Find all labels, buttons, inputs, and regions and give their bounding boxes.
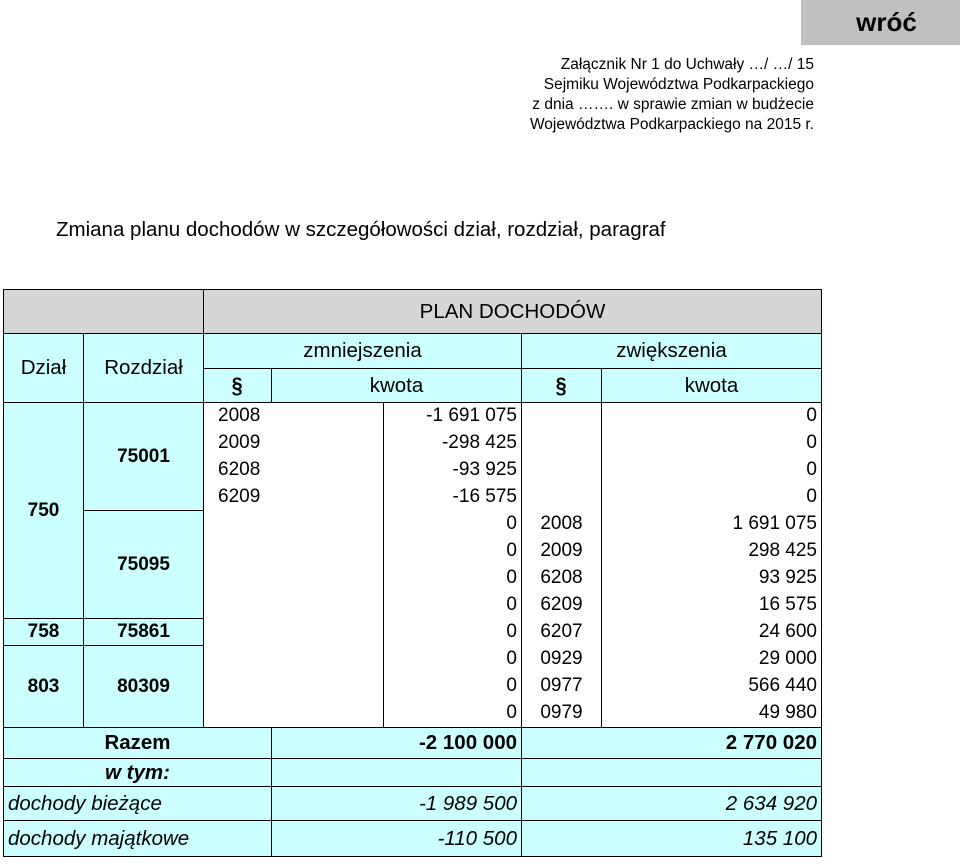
- dec-amount-cell: 0: [384, 538, 522, 565]
- inc-amount-cell: 1 691 075: [602, 511, 822, 538]
- dec-amount-cell: -93 925: [384, 457, 522, 484]
- paragraph-symbol: §: [231, 372, 244, 398]
- inc-amount-cell: 93 925: [602, 565, 822, 592]
- inc-amount-cell: 24 600: [602, 619, 822, 646]
- inc-paragraph-cell: 2009: [522, 538, 602, 565]
- inc-paragraph-cell: 0929: [522, 646, 602, 673]
- dec-paragraph-header: [204, 369, 272, 403]
- dec-paragraph-cell: [204, 538, 384, 565]
- inc-paragraph-cell: 6207: [522, 619, 602, 646]
- back-button[interactable]: [801, 0, 960, 45]
- w-tym-label: w tym:: [4, 759, 272, 787]
- w-tym-dec-empty: [272, 759, 522, 787]
- biezace-dec-amount: -1 989 500: [272, 787, 522, 821]
- page-title: Zmiana planu dochodów w szczegółowości dział, rozdział, paragraf: [56, 218, 666, 241]
- inc-amount-cell: 0: [602, 403, 822, 430]
- dec-paragraph-cell: 6209: [204, 484, 384, 511]
- inc-amount-cell: 49 980: [602, 700, 822, 728]
- dec-paragraph-cell: [204, 700, 384, 728]
- dec-amount-cell: 0: [384, 565, 522, 592]
- biezace-label: dochody bieżące: [4, 787, 272, 821]
- inc-amount-cell: 29 000: [602, 646, 822, 673]
- back-button-label: wróć: [856, 7, 917, 37]
- inc-paragraph-cell: 6209: [522, 592, 602, 619]
- rozdzial-75095: 75095: [84, 511, 204, 619]
- majatkowe-label: dochody majątkowe: [4, 821, 272, 857]
- razem-label: Razem: [4, 728, 272, 759]
- dec-amount-cell: 0: [384, 700, 522, 728]
- inc-paragraph-cell: [522, 484, 602, 511]
- dec-amount-cell: -1 691 075: [384, 403, 522, 430]
- zmniejszenia-header: zmniejszenia: [204, 334, 522, 369]
- dec-paragraph-cell: [204, 619, 384, 646]
- dec-paragraph-cell: 2008: [204, 403, 384, 430]
- rozdzial-80309: 80309: [84, 646, 204, 728]
- dzial-758: 758: [4, 619, 84, 646]
- dec-paragraph-cell: [204, 673, 384, 700]
- inc-paragraph-header: [522, 369, 602, 403]
- inc-amount-cell: 298 425: [602, 538, 822, 565]
- dec-paragraph-cell: [204, 565, 384, 592]
- dec-paragraph-cell: 6208: [204, 457, 384, 484]
- dzial-803: 803: [4, 646, 84, 728]
- inc-paragraph-cell: [522, 457, 602, 484]
- dec-amount-cell: 0: [384, 646, 522, 673]
- majatkowe-dec-amount: -110 500: [272, 821, 522, 857]
- dec-paragraph-cell: [204, 511, 384, 538]
- inc-amount-cell: 16 575: [602, 592, 822, 619]
- inc-paragraph-cell: 0979: [522, 700, 602, 728]
- header-empty-cell: [4, 290, 204, 334]
- income-plan-table: [3, 289, 822, 857]
- header-line-3: z dnia ……. w sprawie zmian w budżecie: [532, 96, 814, 113]
- inc-kwota-header: kwota: [602, 369, 822, 403]
- dec-paragraph-cell: 2009: [204, 430, 384, 457]
- dec-amount-cell: 0: [384, 592, 522, 619]
- dzial-750: 750: [4, 403, 84, 619]
- biezace-inc-amount: 2 634 920: [522, 787, 822, 821]
- dec-paragraph-cell: [204, 592, 384, 619]
- inc-amount-cell: 0: [602, 457, 822, 484]
- col-dzial-header: Dział: [4, 334, 84, 403]
- attachment-header: [440, 55, 814, 135]
- inc-paragraph-cell: 6208: [522, 565, 602, 592]
- dec-kwota-header: kwota: [272, 369, 522, 403]
- dec-amount-cell: -298 425: [384, 430, 522, 457]
- inc-amount-cell: 0: [602, 430, 822, 457]
- inc-paragraph-cell: [522, 430, 602, 457]
- col-rozdzial-header: Rozdział: [84, 334, 204, 403]
- inc-paragraph-cell: 2008: [522, 511, 602, 538]
- dec-amount-cell: 0: [384, 673, 522, 700]
- w-tym-inc-empty: [522, 759, 822, 787]
- dec-amount-cell: 0: [384, 511, 522, 538]
- header-line-2: Sejmiku Województwa Podkarpackiego: [543, 76, 814, 93]
- inc-amount-cell: 0: [602, 484, 822, 511]
- rozdzial-75861: 75861: [84, 619, 204, 646]
- dec-paragraph-cell: [204, 646, 384, 673]
- razem-inc-amount: 2 770 020: [522, 728, 822, 759]
- razem-dec-amount: -2 100 000: [272, 728, 522, 759]
- inc-paragraph-cell: 0977: [522, 673, 602, 700]
- zwiekszenia-header: zwiększenia: [522, 334, 822, 369]
- plan-header: PLAN DOCHODÓW: [204, 290, 822, 334]
- paragraph-symbol: §: [555, 372, 568, 398]
- header-line-4: Województwa Podkarpackiego na 2015 r.: [529, 116, 814, 133]
- inc-paragraph-cell: [522, 403, 602, 430]
- inc-amount-cell: 566 440: [602, 673, 822, 700]
- header-line-1: Załącznik Nr 1 do Uchwały …/ …/ 15: [560, 56, 814, 73]
- rozdzial-75001: 75001: [84, 403, 204, 511]
- dec-amount-cell: 0: [384, 619, 522, 646]
- majatkowe-inc-amount: 135 100: [522, 821, 822, 857]
- dec-amount-cell: -16 575: [384, 484, 522, 511]
